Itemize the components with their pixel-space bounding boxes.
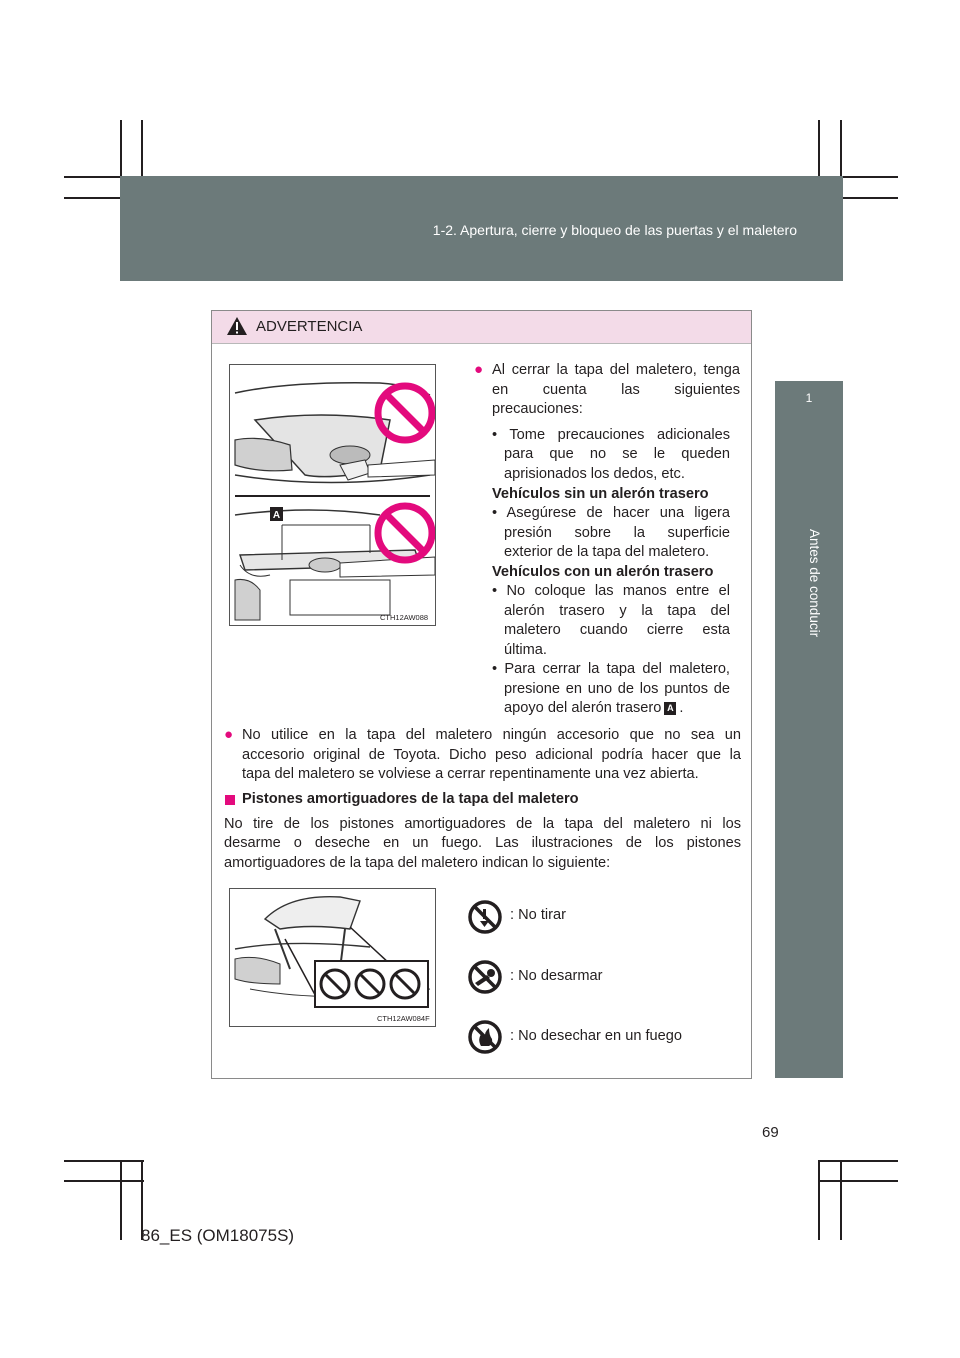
sub3-line: última. xyxy=(504,642,547,658)
crop-mark xyxy=(818,1160,820,1240)
bullet1-line: precauciones: xyxy=(492,401,583,417)
bullet1-line: Al cerrar la tapa del maletero, tenga xyxy=(492,362,740,378)
bullet-dot: ● xyxy=(474,361,484,378)
sub3-line: • No coloque las manos entre el xyxy=(492,583,730,599)
crop-mark xyxy=(840,1160,842,1240)
trunk-closing-illustration xyxy=(229,364,436,626)
no-disassemble-icon xyxy=(467,959,503,995)
pictogram-label: : No tirar xyxy=(510,907,566,923)
warning-header xyxy=(212,311,751,344)
spoiler-point-marker: A xyxy=(664,702,676,715)
crop-mark xyxy=(120,1160,122,1240)
figure1-marker: A xyxy=(272,510,281,521)
bullet2-line: No utilice en la tapa del maletero ningún accesorio que no sea un xyxy=(242,727,741,743)
warning-box xyxy=(211,310,752,1079)
sub2-line: exterior de la tapa del maletero. xyxy=(504,544,710,560)
section-square-marker xyxy=(225,795,235,805)
crop-mark xyxy=(818,1160,898,1162)
page-number: 69 xyxy=(762,1124,779,1141)
sub2-line: presión sobre la superficie xyxy=(504,525,730,541)
figure2-code: CTH12AW084F xyxy=(377,1014,430,1023)
document-code: 86_ES (OM18075S) xyxy=(141,1226,295,1245)
figure1-code: CTH12AW088 xyxy=(380,613,429,622)
pistons-line: No tire de los pistones amortiguadores de la tapa del maletero ni los xyxy=(224,816,741,832)
section-header-band xyxy=(120,176,843,281)
sub1-line: para que no se le queden xyxy=(504,446,730,462)
heading-spoiler: Vehículos con un alerón trasero xyxy=(492,564,714,580)
sub4-end: . xyxy=(679,700,684,716)
bullet-dot: ● xyxy=(224,726,234,743)
sub3-line: alerón trasero y la tapa del xyxy=(504,603,730,619)
sub1-line: aprisionados los dedos, etc. xyxy=(504,466,685,482)
crop-mark xyxy=(64,1180,144,1182)
warning-title: ADVERTENCIA xyxy=(256,318,363,335)
pictogram-label: : No desarmar xyxy=(510,968,603,984)
pictogram-label: : No desechar en un fuego xyxy=(510,1028,683,1044)
heading-no-spoiler: Vehículos sin un alerón trasero xyxy=(492,486,709,502)
sub4-line: presione en uno de los puntos de xyxy=(504,681,730,697)
bullet2-line: accesorio original de Toyota. Dicho peso adicional podría hacer que la xyxy=(242,747,741,763)
crop-mark xyxy=(818,1180,898,1182)
bullet2-line: tapa del maletero se volviese a cerrar repentinamente una vez abierta. xyxy=(242,766,699,782)
trunk-closing-drawing xyxy=(230,365,435,625)
pistons-line: amortiguadores de la tapa del maletero indican lo siguiente: xyxy=(224,855,611,871)
sub3-line: maletero cuando cierre esta xyxy=(504,622,730,638)
section-title: 1-2. Apertura, cierre y bloqueo de las puertas y el maletero xyxy=(432,222,797,238)
bullet1-line: en cuenta las siguientes xyxy=(492,382,740,398)
chapter-number: 1 xyxy=(805,391,813,405)
chapter-side-tab xyxy=(775,381,843,1078)
pistons-heading: Pistones amortiguadores de la tapa del maletero xyxy=(242,791,579,807)
crop-mark xyxy=(64,1160,144,1162)
sub4-line: apoyo del alerón trasero xyxy=(504,700,662,716)
sub1-line: • Tome precauciones adicionales xyxy=(492,427,730,443)
no-pull-icon xyxy=(467,899,503,935)
damper-labels-illustration xyxy=(229,888,436,1027)
sub4-line: • Para cerrar la tapa del maletero, xyxy=(492,661,730,677)
pistons-line: desarme o deseche en un fuego. Las ilustraciones de los pistones xyxy=(224,835,741,851)
chapter-title: Antes de conducir xyxy=(807,529,822,638)
no-fire-icon xyxy=(467,1019,503,1055)
sub2-line: • Asegúrese de hacer una ligera xyxy=(492,505,730,521)
damper-labels-drawing xyxy=(230,889,435,1026)
sub4-last-line xyxy=(504,699,740,719)
warning-triangle-icon xyxy=(226,316,248,336)
